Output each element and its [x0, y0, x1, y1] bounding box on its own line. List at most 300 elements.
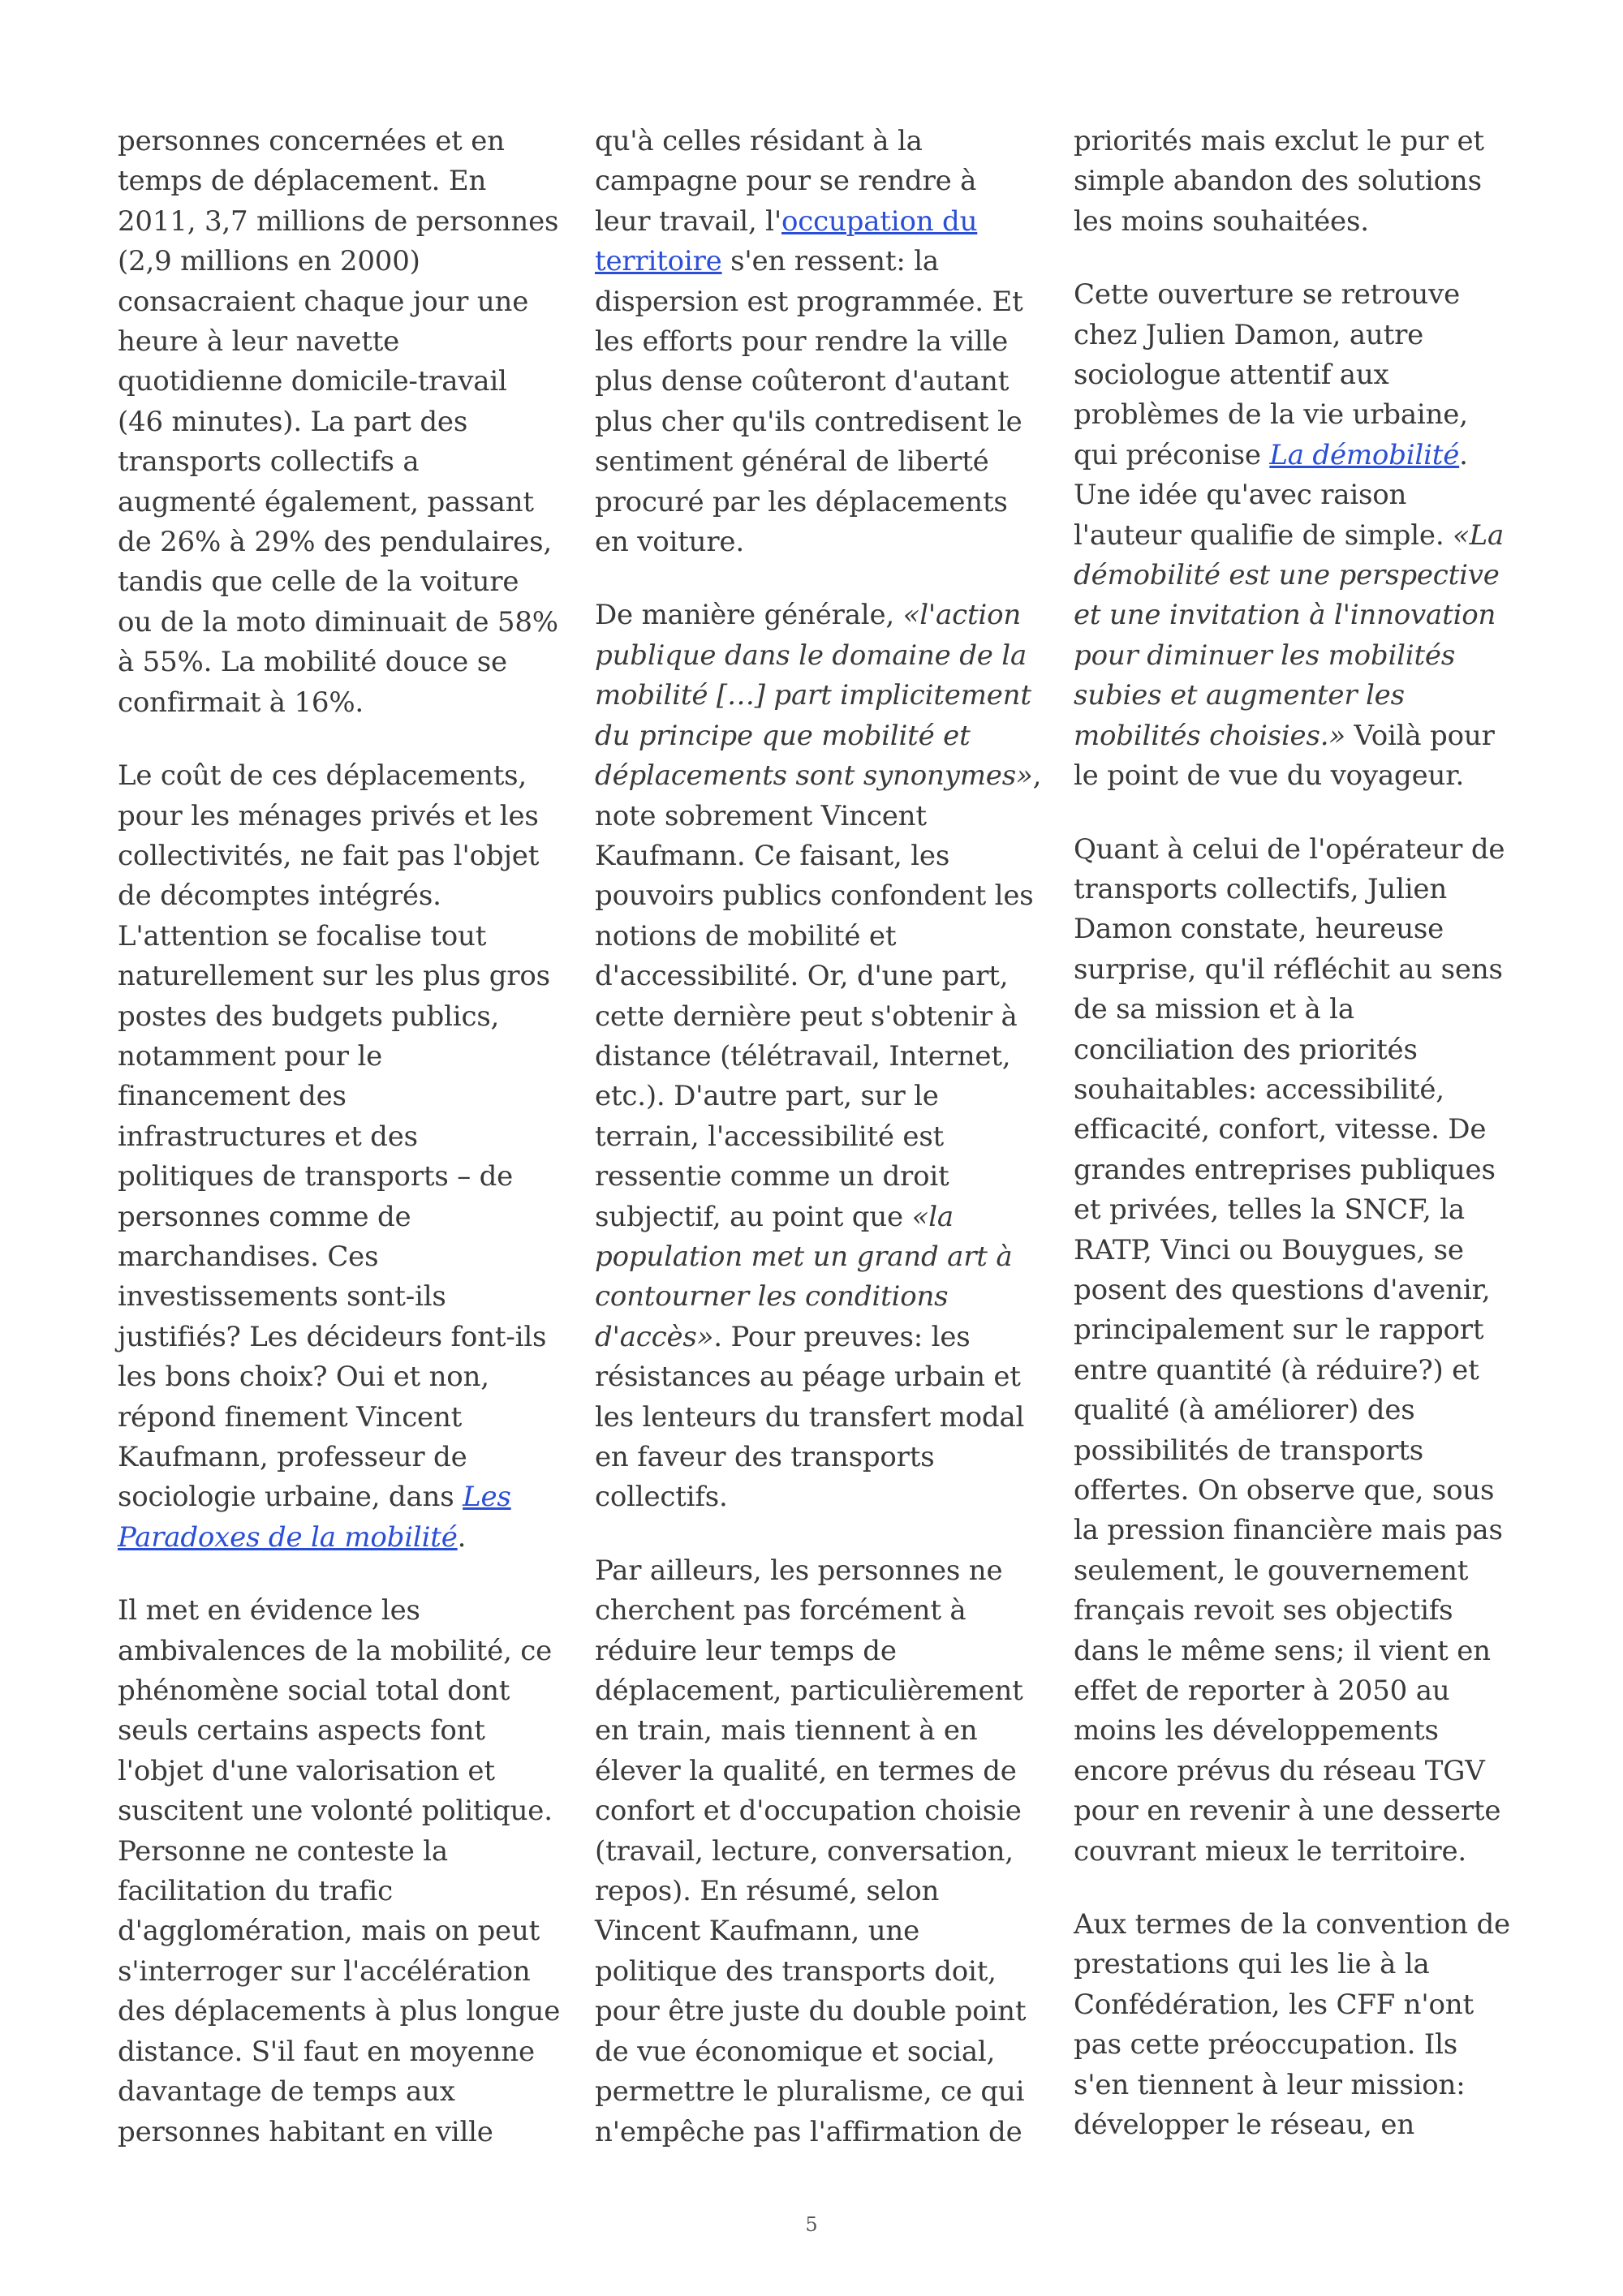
text-line [118, 362, 560, 402]
text-line [1074, 475, 1516, 515]
text-line [1074, 1511, 1516, 1550]
text-line [118, 1357, 560, 1397]
text-segment: problèmes de la vie urbaine, [1074, 398, 1468, 432]
text-line [118, 876, 560, 916]
text-segment: la pression financière mais pas [1074, 1514, 1503, 1547]
text-line [595, 1398, 1037, 1438]
text-line [118, 1037, 560, 1077]
text-line [595, 402, 1037, 442]
text-line [1074, 1231, 1516, 1271]
text-line [1074, 990, 1516, 1030]
text-line [1074, 636, 1516, 676]
text-segment: l'auteur qualifie de simple. [1074, 518, 1453, 552]
text-line [118, 562, 560, 602]
text-line [595, 1832, 1037, 1872]
text-segment: Cette ouverture se retrouve [1074, 278, 1461, 312]
text-line [1074, 1832, 1516, 1872]
text-segment: des déplacements à plus longue [118, 1995, 561, 2028]
text-segment: . Pour preuves: les [713, 1320, 971, 1353]
text-line [1074, 1310, 1516, 1350]
text-segment: s'interroger sur l'accélération [118, 1954, 531, 1988]
book-link[interactable]: La démobilité [1269, 438, 1460, 471]
text-segment: surprise, qu'il réfléchit au sens [1074, 952, 1503, 986]
text-segment: n'empêche pas l'affirmation de [595, 2115, 1022, 2148]
text-line [118, 161, 560, 201]
text-line [595, 1117, 1037, 1157]
text-segment: chez Julien Damon, autre [1074, 318, 1424, 351]
text-segment: infrastructures et des [118, 1120, 418, 1153]
text-segment: développer le réseau, en [1074, 2109, 1415, 2142]
text-line [595, 1037, 1037, 1077]
text-line [595, 1277, 1037, 1317]
text-line [1074, 275, 1516, 315]
quote-text: subies et augmenter les [1074, 679, 1405, 712]
text-line [118, 683, 560, 723]
text-segment: notions de mobilité et [595, 919, 897, 952]
text-column-1 [118, 122, 560, 2186]
text-segment: postes des budgets publics, [118, 1000, 500, 1033]
text-line [595, 1591, 1037, 1631]
text-line [1074, 1671, 1516, 1711]
text-line [595, 1197, 1037, 1237]
text-segment: grandes entreprises publiques [1074, 1153, 1496, 1186]
text-line [595, 1318, 1037, 1357]
text-line [118, 997, 560, 1037]
quote-text: mobilité […] part implicitement [595, 679, 1031, 712]
text-segment: confirmait à 16%. [118, 686, 364, 719]
text-line [595, 1872, 1037, 1911]
text-segment: transports collectifs, Julien [1074, 872, 1448, 905]
text-segment: s'en tiennent à leur mission: [1074, 2068, 1466, 2101]
text-line [118, 402, 560, 442]
text-line [1074, 556, 1516, 595]
text-line [595, 322, 1037, 362]
text-line [1074, 516, 1516, 556]
text-segment: de 26% à 29% des pendulaires, [118, 526, 552, 559]
text-segment: posent des questions d'avenir, [1074, 1273, 1491, 1306]
text-line [595, 756, 1042, 796]
text-segment: Quant à celui de l'opérateur de [1074, 832, 1505, 866]
text-line [118, 2032, 560, 2072]
text-line [118, 1197, 560, 1237]
text-segment: Damon constate, heureuse [1074, 913, 1444, 946]
text-segment: possibilités de transports [1074, 1434, 1424, 1467]
text-segment: naturellement sur les plus gros [118, 960, 550, 993]
text-segment: élever la qualité, en termes de [595, 1754, 1017, 1787]
text-line [118, 1277, 560, 1317]
text-segment: (2,9 millions en 2000) [118, 245, 420, 278]
text-line [595, 1911, 1037, 1951]
text-segment: seuls certains aspects font [118, 1714, 485, 1748]
text-segment: Le coût de ces déplacements, [118, 759, 527, 793]
text-segment: terrain, l'accessibilité est [595, 1120, 945, 1153]
text-line [595, 362, 1037, 402]
text-line [595, 1477, 1037, 1517]
text-segment: Confédération, les CFF n'ont [1074, 1988, 1474, 2021]
text-segment: campagne pour se rendre à [595, 165, 977, 198]
text-line [595, 1357, 1037, 1397]
text-segment: permettre le pluralisme, ce qui [595, 2075, 1025, 2109]
text-line [595, 1992, 1037, 2032]
text-segment: à 55%. La mobilité douce se [118, 646, 507, 679]
text-line [595, 1237, 1037, 1277]
text-line [118, 202, 560, 242]
text-segment: collectivités, ne fait pas l'objet [118, 839, 540, 872]
text-line [595, 1791, 1037, 1831]
text-line [1074, 676, 1516, 716]
text-segment: subjectif, au point que [595, 1200, 912, 1233]
text-line [118, 322, 560, 362]
text-line [595, 716, 1037, 756]
text-segment: phénomène social total dont [118, 1675, 510, 1708]
text-line [118, 122, 560, 161]
text-line [118, 1318, 560, 1357]
text-line [595, 1438, 1037, 1477]
text-segment: Personne ne conteste la [118, 1834, 448, 1868]
text-line [1074, 716, 1516, 756]
text-segment: Aux termes de la convention de [1074, 1908, 1510, 1941]
text-segment: ressentie comme un droit [595, 1160, 949, 1193]
text-segment: . [1459, 438, 1468, 471]
text-segment: pas cette préoccupation. Ils [1074, 2028, 1458, 2062]
text-segment: repos). En résumé, selon [595, 1875, 940, 1908]
text-segment: qui préconise [1074, 438, 1270, 471]
text-segment: RATP, Vinci ou Bouygues, se [1074, 1233, 1464, 1266]
text-segment: leur travail, l' [595, 204, 782, 238]
paragraph [1074, 275, 1516, 796]
paragraph [118, 756, 560, 1558]
text-segment: ambivalences de la mobilité, ce [118, 1634, 553, 1667]
text-line [595, 2072, 1037, 2112]
text-line [118, 1117, 560, 1157]
paragraph [118, 1591, 560, 2152]
text-line [1074, 1791, 1516, 1831]
text-line [595, 676, 1037, 716]
text-column-3 [1074, 122, 1516, 2179]
text-segment: français revoit ses objectifs [1074, 1594, 1453, 1627]
text-segment: cherchent pas forcément à [595, 1594, 966, 1627]
text-segment: Une idée qu'avec raison [1074, 479, 1407, 512]
text-segment: 2011, 3,7 millions de personnes [118, 204, 559, 238]
text-line [1074, 161, 1516, 201]
text-segment: pour être juste du double point [595, 1995, 1027, 2028]
text-line [1074, 395, 1516, 435]
text-column-2 [595, 122, 1042, 2186]
text-segment: d'agglomération, mais on peut [118, 1915, 540, 1948]
text-segment: dans le même sens; il vient en [1074, 1634, 1491, 1667]
text-line [595, 1077, 1037, 1116]
text-segment: en faveur des transports [595, 1441, 935, 1473]
text-segment: distance. S'il faut en moyenne [118, 2035, 535, 2068]
text-segment: , [1032, 759, 1042, 793]
text-segment: . [457, 1520, 467, 1554]
text-line [595, 797, 1037, 836]
text-line [595, 522, 1037, 562]
text-line [118, 1752, 560, 1791]
text-segment: dispersion est programmée. Et [595, 285, 1023, 318]
quote-text: mobilités choisies.» [1074, 719, 1345, 752]
text-line [118, 1077, 560, 1116]
text-segment: consacraient chaque jour une [118, 285, 529, 318]
text-line [118, 282, 560, 322]
text-line [1074, 2105, 1516, 2145]
text-segment: le point de vue du voyageur. [1074, 759, 1465, 793]
text-segment: encore prévus du réseau TGV [1074, 1754, 1485, 1787]
text-line [1074, 2025, 1516, 2065]
text-segment: résistances au péage urbain et [595, 1361, 1021, 1394]
text-segment: cette dernière peut s'obtenir à [595, 1000, 1018, 1033]
text-line [118, 917, 560, 957]
text-line [1074, 950, 1516, 990]
text-line [118, 2072, 560, 2112]
text-segment: heure à leur navette [118, 325, 400, 359]
text-line [595, 2032, 1037, 2072]
text-line [595, 1632, 1037, 1671]
text-segment: L'attention se focalise tout [118, 919, 487, 952]
text-segment: moins les développements [1074, 1714, 1439, 1748]
text-line [118, 1791, 560, 1831]
quote-text: population met un grand art à [595, 1240, 1013, 1273]
text-segment: qualité (à améliorer) des [1074, 1394, 1415, 1427]
text-line [1074, 1591, 1516, 1631]
text-segment: simple abandon des solutions [1074, 165, 1482, 198]
text-segment: conciliation des priorités [1074, 1033, 1418, 1066]
text-line [1074, 122, 1516, 161]
quote-text: et une invitation à l'innovation [1074, 599, 1496, 632]
text-segment: les bons choix? Oui et non, [118, 1361, 489, 1394]
text-line [118, 1711, 560, 1751]
text-line [1074, 1551, 1516, 1591]
text-line [595, 1952, 1037, 1992]
text-segment: les efforts pour rendre la ville [595, 325, 1009, 359]
text-segment: temps de déplacement. En [118, 165, 487, 198]
text-segment: pour les ménages privés et les [118, 799, 539, 832]
text-segment: prestations qui les lie à la [1074, 1948, 1430, 1981]
text-line [595, 282, 1037, 322]
text-segment: de sa mission et à la [1074, 993, 1354, 1026]
text-segment: confort et d'occupation choisie [595, 1795, 1022, 1828]
quote-text: déplacements sont synonymes» [595, 759, 1033, 793]
text-line [1074, 1905, 1516, 1945]
text-line [595, 2113, 1037, 2152]
text-segment: Kaufmann, professeur de [118, 1441, 467, 1473]
text-segment: augmenté également, passant [118, 485, 534, 518]
text-segment: notamment pour le [118, 1039, 383, 1073]
text-line [595, 161, 1037, 201]
text-segment: couvrant mieux le territoire. [1074, 1834, 1466, 1868]
text-line [118, 1398, 560, 1438]
text-line [595, 1711, 1037, 1751]
text-line [118, 483, 560, 522]
text-line [118, 2113, 560, 2152]
text-line [595, 1157, 1037, 1197]
quote-text: du principe que mobilité et [595, 719, 971, 752]
text-line [118, 603, 560, 643]
text-segment: d'accessibilité. Or, d'une part, [595, 960, 1009, 993]
text-segment: l'objet d'une valorisation et [118, 1754, 495, 1787]
text-segment: personnes concernées et en [118, 125, 505, 157]
paragraph [595, 1551, 1037, 2152]
text-segment: collectifs. [595, 1481, 728, 1514]
text-segment: répond finement Vincent [118, 1400, 463, 1434]
text-line [1074, 756, 1516, 796]
text-line [118, 957, 560, 996]
text-line [595, 917, 1037, 957]
paragraph [595, 122, 1037, 562]
text-segment: procuré par les déplacements [595, 485, 1008, 518]
text-line [595, 242, 1037, 282]
text-segment: offertes. On observe que, sous [1074, 1474, 1495, 1507]
text-line [118, 797, 560, 836]
text-line [1074, 870, 1516, 909]
text-line [1074, 1351, 1516, 1391]
text-segment: personnes habitant en ville [118, 2115, 493, 2148]
text-line [595, 836, 1037, 876]
text-line [118, 1671, 560, 1711]
text-segment: plus dense coûteront d'autant [595, 365, 1010, 398]
text-segment: s'en ressent: la [721, 245, 939, 278]
text-line [1074, 1711, 1516, 1751]
text-line [1074, 909, 1516, 949]
text-segment: davantage de temps aux [118, 2075, 455, 2109]
text-segment: déplacement, particulièrement [595, 1675, 1023, 1708]
paragraph [1074, 1905, 1516, 2145]
text-line [118, 1157, 560, 1197]
text-line [1074, 1271, 1516, 1310]
text-line [118, 442, 560, 482]
text-segment: ou de la moto diminuait de 58% [118, 605, 558, 638]
text-line [595, 483, 1037, 522]
text-line [118, 1872, 560, 1911]
text-segment: efficacité, confort, vitesse. De [1074, 1113, 1487, 1146]
text-segment: sociologue attentif aux [1074, 359, 1389, 392]
text-segment: marchandises. Ces [118, 1240, 379, 1273]
book-link[interactable]: Les [463, 1481, 511, 1514]
text-segment: financement des [118, 1080, 347, 1113]
text-segment: justifiés? Les décideurs font-ils [118, 1320, 547, 1353]
book-link[interactable]: Paradoxes de la mobilité [118, 1520, 458, 1554]
text-segment: Par ailleurs, les personnes ne [595, 1554, 1003, 1587]
text-line [118, 1477, 560, 1517]
text-line [118, 1952, 560, 1992]
text-segment: plus cher qu'ils contredisent le [595, 405, 1022, 438]
text-line [1074, 1150, 1516, 1190]
text-line [1074, 595, 1516, 635]
text-segment: de décomptes intégrés. [118, 879, 441, 913]
text-line [118, 836, 560, 876]
text-segment: pour en revenir à une desserte [1074, 1795, 1501, 1828]
paragraph [595, 595, 1042, 1517]
text-segment: effet de reporter à 2050 au [1074, 1675, 1450, 1708]
text-segment: principalement sur le rapport [1074, 1314, 1484, 1347]
text-line [1074, 202, 1516, 242]
text-segment: réduire leur temps de [595, 1634, 897, 1667]
text-segment: (travail, lecture, conversation, [595, 1834, 1014, 1868]
text-segment: sociologie urbaine, dans [118, 1481, 463, 1514]
text-line [595, 957, 1037, 996]
text-line [118, 1832, 560, 1872]
text-segment: entre quantité (à réduire?) et [1074, 1353, 1479, 1387]
text-line [118, 522, 560, 562]
text-line [595, 1671, 1037, 1711]
text-segment: sentiment général de liberté [595, 445, 989, 479]
text-line [595, 442, 1037, 482]
text-segment: distance (télétravail, Internet, [595, 1039, 1011, 1073]
text-segment: suscitent une volonté politique. [118, 1795, 553, 1828]
text-segment: Vincent Kaufmann, une [595, 1915, 920, 1948]
text-line [595, 595, 1037, 635]
text-line [1074, 1391, 1516, 1430]
text-line [1074, 1471, 1516, 1511]
text-segment: etc.). D'autre part, sur le [595, 1080, 939, 1113]
text-line [1074, 355, 1516, 395]
text-line [118, 242, 560, 282]
text-line [118, 1992, 560, 2032]
text-segment: en voiture. [595, 526, 744, 559]
paragraph [118, 122, 560, 723]
text-segment: facilitation du trafic [118, 1875, 393, 1908]
text-line [1074, 1070, 1516, 1110]
text-segment: tandis que celle de la voiture [118, 565, 519, 599]
text-line [1074, 1030, 1516, 1070]
quote-text: contourner les conditions [595, 1280, 949, 1314]
text-segment: (46 minutes). La part des [118, 405, 468, 438]
text-segment: seulement, le gouvernement [1074, 1554, 1469, 1587]
book-link[interactable]: occupation du [781, 204, 978, 238]
text-segment: Il met en évidence les [118, 1594, 420, 1627]
text-line [118, 1591, 560, 1631]
quote-text: «la [911, 1200, 954, 1233]
text-line [118, 1632, 560, 1671]
text-line [118, 1911, 560, 1951]
text-line [118, 1237, 560, 1277]
quote-text: d'accès» [595, 1320, 714, 1353]
text-line [118, 1438, 560, 1477]
text-segment: priorités mais exclut le pur et [1074, 125, 1484, 157]
text-segment: qu'à celles résidant à la [595, 125, 923, 157]
text-line [595, 202, 1037, 242]
text-line [595, 1752, 1037, 1791]
text-line [1074, 1945, 1516, 1984]
text-segment: les lenteurs du transfert modal [595, 1400, 1025, 1434]
text-line [595, 1551, 1037, 1591]
text-line [1074, 1110, 1516, 1150]
text-segment: de vue économique et social, [595, 2035, 996, 2068]
text-segment: De manière générale, [595, 599, 903, 632]
text-segment: quotidienne domicile-travail [118, 365, 507, 398]
text-line [1074, 1985, 1516, 2025]
text-line [1074, 1632, 1516, 1671]
text-line [1074, 1190, 1516, 1230]
text-segment: en train, mais tiennent à en [595, 1714, 978, 1748]
quote-text: «l'action [902, 599, 1022, 632]
text-line [595, 636, 1037, 676]
text-line [1074, 830, 1516, 870]
text-segment: pouvoirs publics confondent les [595, 879, 1034, 913]
book-link[interactable]: territoire [595, 245, 722, 278]
text-line [118, 756, 560, 796]
text-line [1074, 2066, 1516, 2105]
text-segment: et privées, telles la SNCF, la [1074, 1193, 1465, 1227]
quote-text: démobilité est une perspective [1074, 559, 1500, 592]
page-number: 5 [805, 2213, 818, 2236]
text-line [595, 122, 1037, 161]
paragraph [1074, 122, 1516, 242]
text-segment: Voilà pour [1345, 719, 1495, 752]
text-line [118, 1518, 560, 1558]
text-segment: souhaitables: accessibilité, [1074, 1073, 1444, 1106]
text-segment: personnes comme de [118, 1200, 411, 1233]
